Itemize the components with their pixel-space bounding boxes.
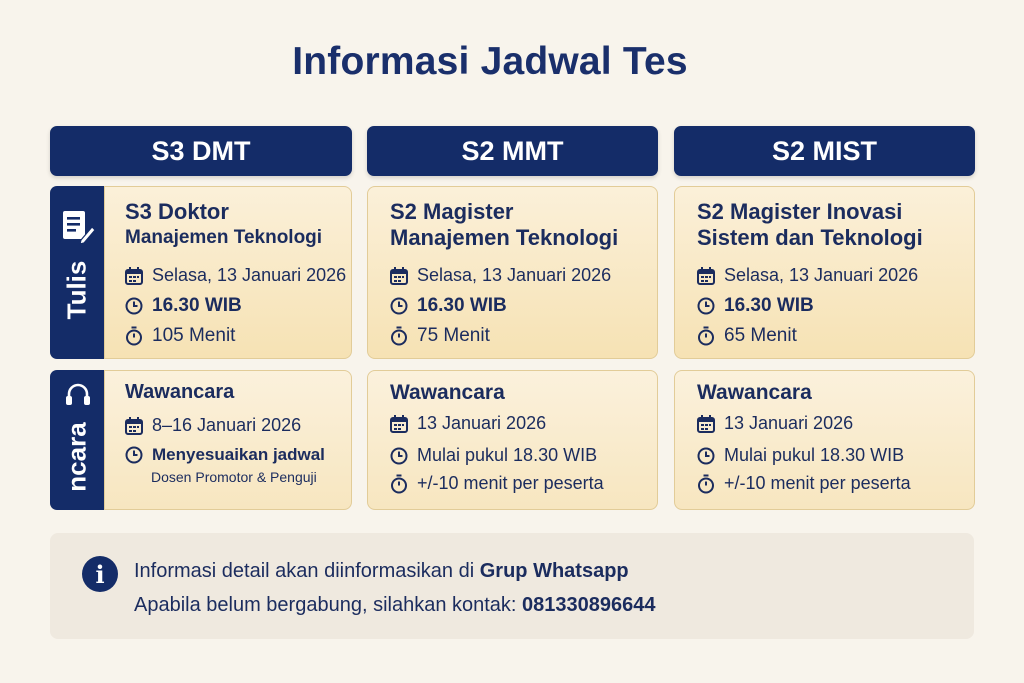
stopwatch-icon [697,326,715,346]
info-line-2: Apabila belum bergabung, silahkan kontak: 081330896644 [134,594,656,616]
info-line-1: Informasi detail akan diinformasikan di Grup Whatsapp [134,560,629,582]
tulis-card-s2-mist [674,186,975,359]
tulis-card-s2-mmt [367,186,658,359]
calendar-icon [697,415,715,433]
interview-date: 13 Januari 2026 [390,413,546,434]
interview-title: Wawancara [390,381,505,404]
page-title: Informasi Jadwal Tes [292,40,688,83]
info-panel [50,533,974,639]
clock-icon [697,447,715,465]
program-name: Manajemen Teknologi [125,227,323,248]
interview-note: Dosen Promotor & Penguji [151,469,317,485]
interview-time: Menyesuaikan jadwal [125,445,325,465]
interview-time: Mulai pukul 18.30 WIB [697,445,904,466]
document-edit-icon [61,208,95,251]
calendar-icon [125,417,143,435]
contact-number: 081330896644 [522,594,656,616]
test-time: 16.30 WIB [697,295,814,317]
test-duration: 75 Menit [390,325,490,347]
interview-duration: +/-10 menit per peserta [697,473,911,494]
test-duration: 105 Menit [125,325,235,347]
program-name: S2 Magister [390,199,514,224]
test-time: 16.30 WIB [125,295,242,317]
test-date: Selasa, 13 Januari 2026 [697,265,918,286]
row-label-tulis: Tulis [61,260,92,320]
clock-icon [125,297,143,315]
interview-duration: +/-10 menit per peserta [390,473,604,494]
interview-title: Wawancara [125,381,235,403]
wawancara-card-s2-mist [674,370,975,510]
clock-icon [390,447,408,465]
interview-time: Mulai pukul 18.30 WIB [390,445,597,466]
calendar-icon [697,267,715,285]
wawancara-card-s2-mmt [367,370,658,510]
column-header-s3-dmt: S3 DMT [50,126,352,176]
wawancara-card-s3-dmt [104,370,352,510]
program-name: S3 Doktor [125,199,229,224]
tulis-card-s3-dmt [104,186,352,359]
test-date: Selasa, 13 Januari 2026 [390,265,611,286]
info-icon: i [82,556,118,592]
headset-icon [65,382,91,415]
row-label-wawancara: ncara [61,422,92,492]
clock-icon [697,297,715,315]
program-name: S2 Magister Inovasi [697,199,903,224]
column-header-s2-mist: S2 MIST [674,126,975,176]
row-tab-wawancara [50,370,104,510]
interview-title: Wawancara [697,381,812,404]
clock-icon [390,297,408,315]
stopwatch-icon [697,474,715,494]
calendar-icon [390,415,408,433]
whatsapp-group: Grup Whatsapp [479,560,629,582]
column-header-s2-mmt: S2 MMT [367,126,658,176]
test-date: Selasa, 13 Januari 2026 [125,265,346,286]
interview-date: 13 Januari 2026 [697,413,853,434]
calendar-icon [125,267,143,285]
stopwatch-icon [390,474,408,494]
program-name: Sistem dan Teknologi [697,225,923,250]
row-tab-tulis [50,186,104,359]
interview-date: 8–16 Januari 2026 [125,415,301,436]
stopwatch-icon [125,326,143,346]
clock-icon [125,446,143,464]
test-time: 16.30 WIB [390,295,507,317]
test-duration: 65 Menit [697,325,797,347]
stopwatch-icon [390,326,408,346]
program-name: Manajemen Teknologi [390,225,619,250]
calendar-icon [390,267,408,285]
